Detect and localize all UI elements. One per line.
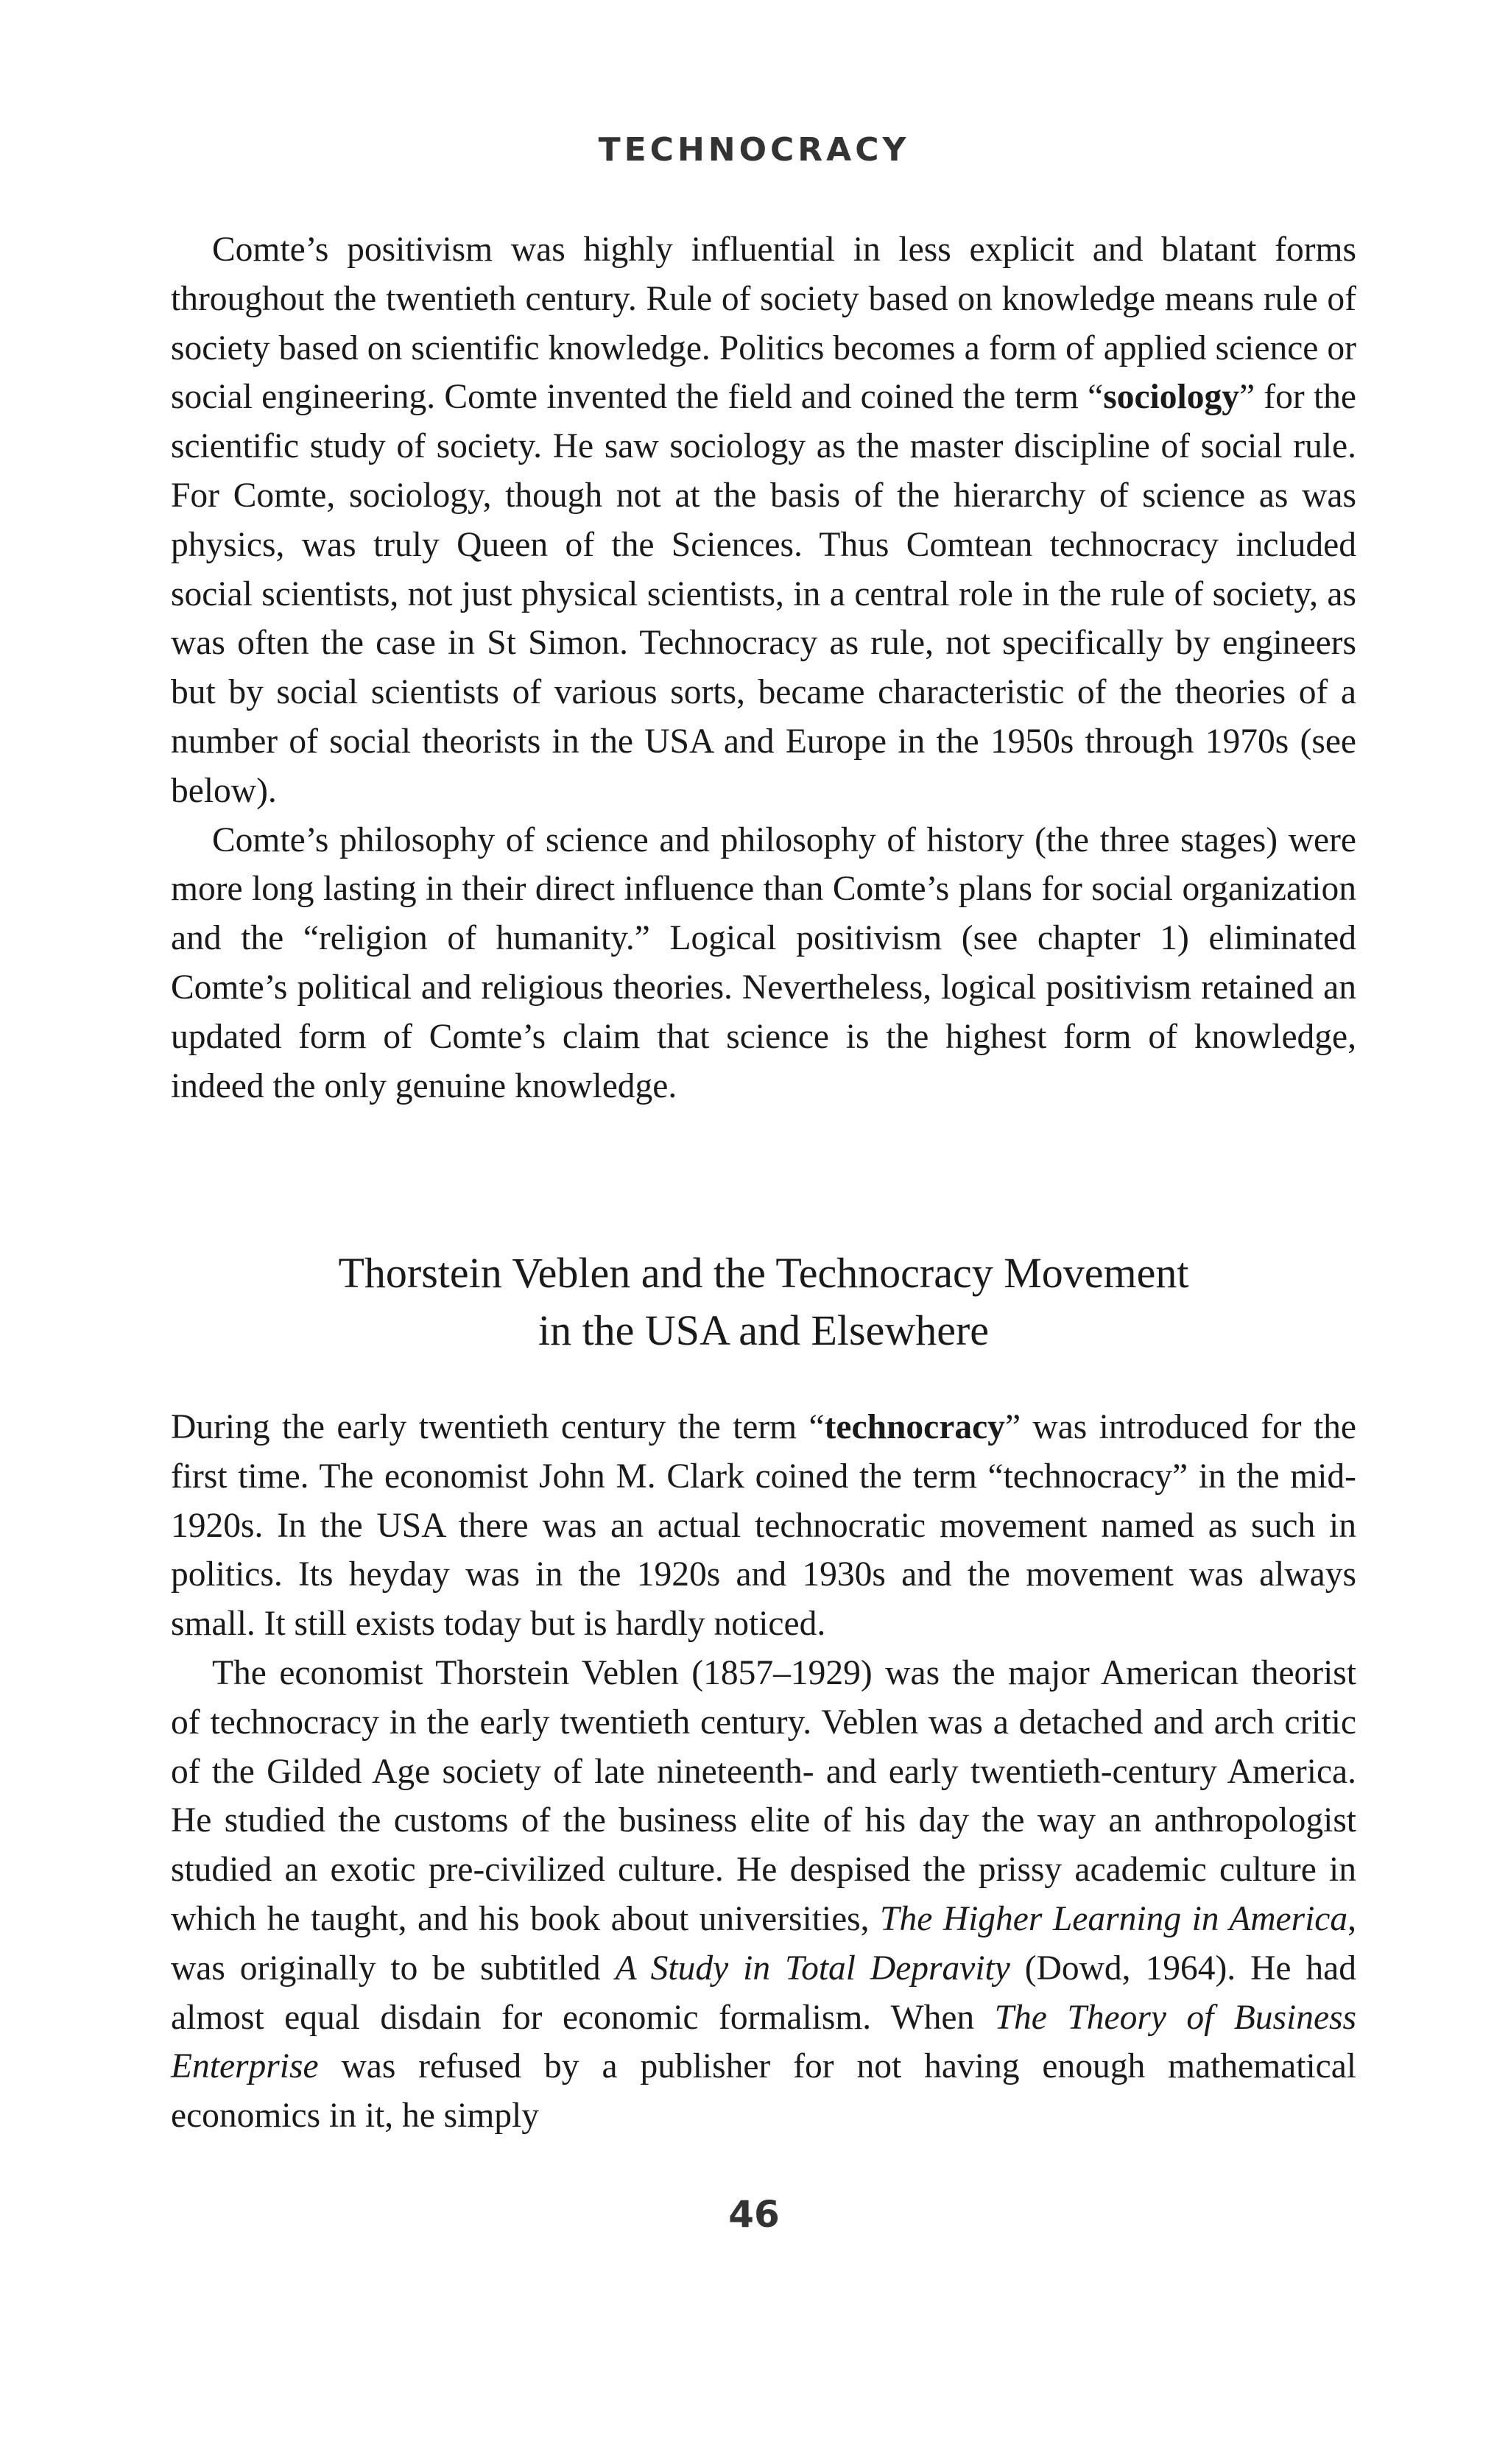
paragraph-text: During the early twentieth century the term “ (171, 1408, 825, 1446)
paragraph-text: The economist Thorstein Veblen (1857–1929) was the major American theorist of technocracy in the early twentieth century. Veblen was a detached and arch critic of the Gilded Age society of late nineteenth- and early twentieth-century America. He studied the customs of the business elite of his day the way an anthropologist studied an exotic pre-civilized culture. He despised the prissy academic culture in which he taught, and his book about universities, (171, 1653, 1356, 1938)
paragraph-text: Comte’s positivism was highly influential in less explicit and blatant forms throughout the twentieth century. Rule of society based on knowledge means rule of society based on scientific knowledge. Politics becomes a form of applied science or social engineering. Comte invented the field and coined the term “ (171, 230, 1356, 417)
section-heading (171, 1245, 1356, 1359)
bold-term-technocracy: technocracy (824, 1408, 1005, 1446)
running-head: TECHNOCRACY (598, 131, 910, 169)
paragraph-text: (Dowd, 1964). He had almost equal disdain for economic formalism. When (171, 1949, 1356, 2037)
bold-term-sociology: sociology (1103, 378, 1239, 417)
paragraph-technocracy-term (171, 1403, 1356, 1649)
paragraph-text: ” was introduced for the first time. The economist John M. Clark coined the term “technocracy” in the mid-1920s. In the USA there was an actual technocratic movement named as such in politics. Its heyday was in the 1920s and 1930s and the movement was always small. It still exists today but is hardly noticed. (171, 1408, 1356, 1644)
paragraph-text: was refused by a publisher for not having enough mathematical economics in it, he simply (171, 2047, 1356, 2136)
book-title-business-enterprise: The Theory of Business Enterprise (171, 1998, 1357, 2086)
section-heading-line-2: in the USA and Elsewhere (538, 1306, 990, 1354)
page-number: 46 (728, 2193, 780, 2236)
text-block-upper (171, 225, 1356, 1110)
paragraph-text: ” for the scientific study of society. He saw sociology as the master discipline of social rule. For Comte, sociology, though not at the basis of the hierarchy of science as was physics, was truly Queen of the Sciences. Thus Comtean technocracy included social scientists, not just physical scientists, in a central role in the rule of society, as was often the case in St Simon. Technocracy as rule, not specifically by engineers but by social scientists of various sorts, became characteristic of the theories of a number of social theorists in the USA and Europe in the 1950s through 1970s (see below). (171, 378, 1356, 810)
subtitle-total-depravity: A Study in Total Depravity (615, 1949, 1010, 1988)
paragraph-comte-positivism (171, 225, 1356, 816)
text-block-lower (171, 1403, 1356, 2141)
book-title-higher-learning: The Higher Learning in America (880, 1899, 1348, 1938)
paragraph-veblen (171, 1649, 1356, 2141)
paragraph-comte-philosophy: Comte’s philosophy of science and philosophy of history (the three stages) were more long lasting in their direct influence than Comte’s plans for social organization and the “religion of humanity.” Logical positivism (see chapter 1) eliminated Comte’s political and religious theories. Nevertheless, logical positivism retained an updated form of Comte’s claim that science is the highest form of knowledge, indeed the only genuine knowledge. (171, 820, 1356, 1105)
section-heading-line-1: Thorstein Veblen and the Technocracy Movement (338, 1249, 1189, 1297)
paragraph-text: , was originally to be subtitled (171, 1899, 1356, 1988)
